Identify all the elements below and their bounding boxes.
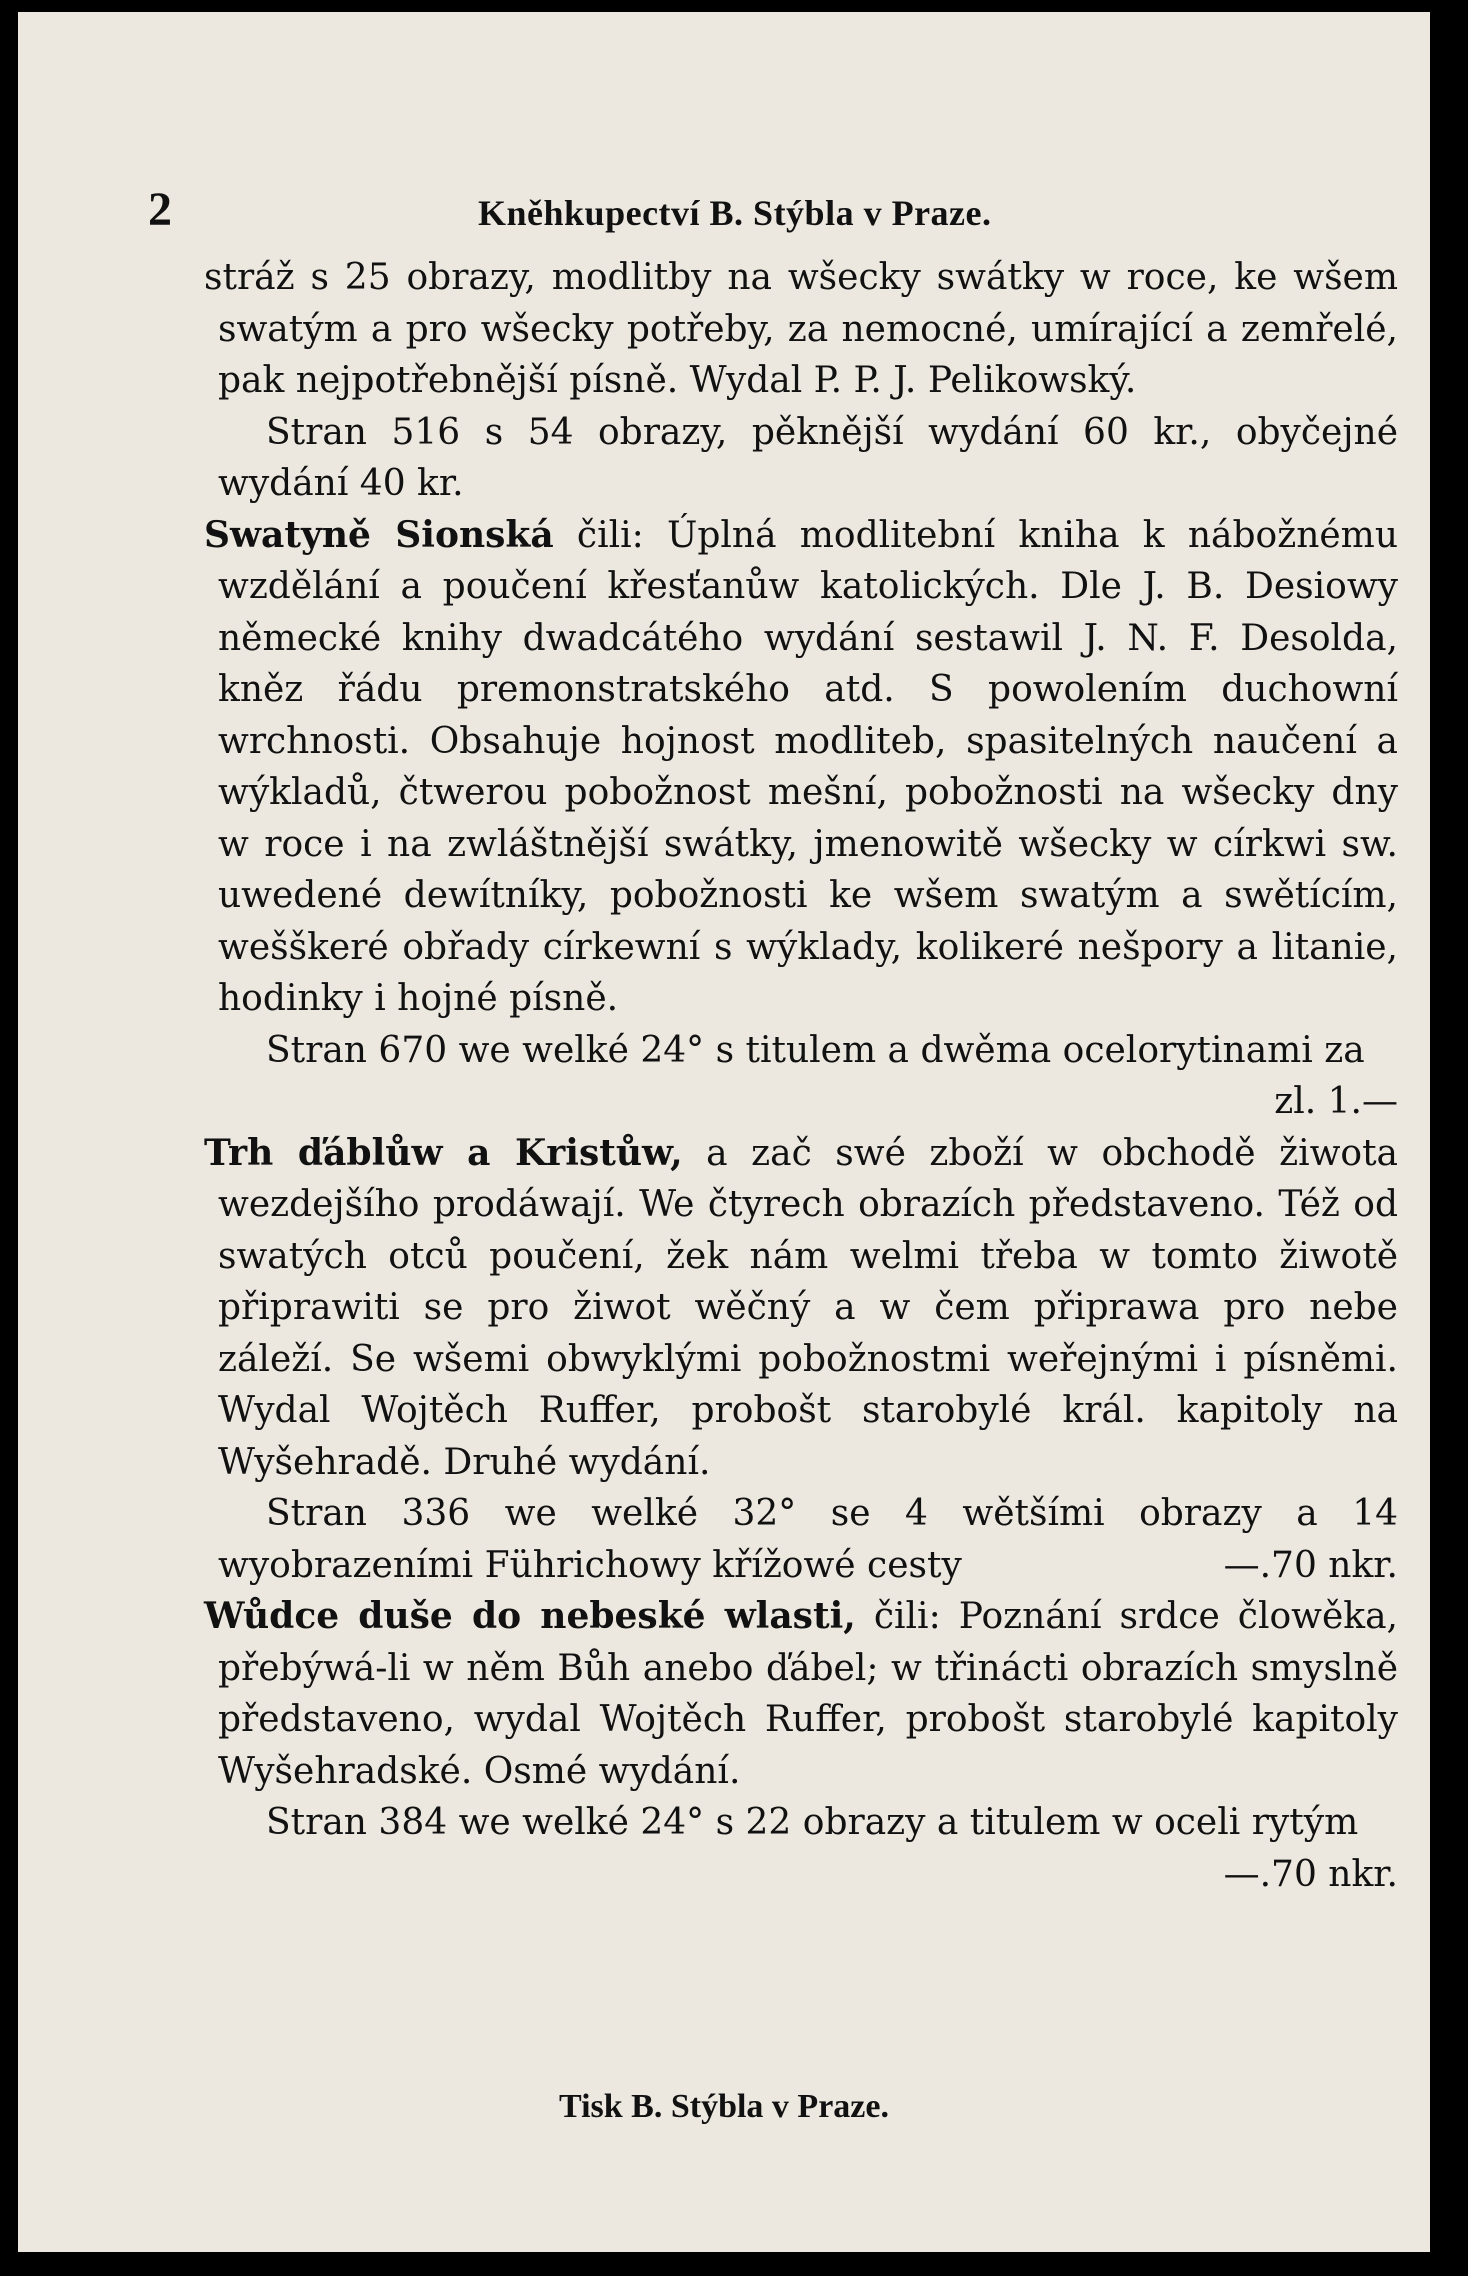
book-page	[18, 12, 1430, 2252]
entry-pages	[218, 407, 1398, 510]
entry-description	[204, 252, 1398, 407]
entry-description	[204, 1591, 1398, 1797]
page-number: 2	[148, 183, 172, 236]
catalog-entry-1	[204, 252, 1398, 510]
entry-pages	[218, 1488, 1398, 1591]
entry-text: a zač swé zboží w obchodě žiwota wezdejšího prodáwají. We čtyrech obrazích představeno. Též od swatých otců poučení, žek nám welmi třeba w tomto žiwotě připrawiti se pro žiwot wěčný a w čem připrawa pro nebe záleží. Se wšemi obwyklými pobožnostmi weřejnými i písněmi. Wydal Wojtěch Ruffer, probošt starobylé král. kapitoly na Wyšehradě. Druhé wydání.	[218, 1132, 1399, 1483]
running-title: Kněhkupectví B. Stýbla v Praze.	[478, 193, 992, 233]
entry-title: Swatyně Sionská	[204, 513, 554, 556]
entry-pages-text: Stran 336 we welké 32° se 4 wětšími obrazy a 14 wyobrazeními Führichowy křížowé cesty	[218, 1493, 1398, 1586]
entry-description	[204, 510, 1399, 1025]
entry-text: čili: Úplná modlitební kniha k nábožnému wzdělání a poučení křesťanůw katolických. Dle J. B. Desiowy německé knihy dwadcátého wydání sestawil J. N. F. Desolda, kněz řádu premonstratského atd. S powolením duchowní wrchnosti. Obsahuje hojnost modliteb, spasitelných naučení a wýkladů, čtwerou pobožnost mešní, pobožnosti na wšecky dny w roce i na zwláštnější swátky, jmenowitě wšecky w církwi sw. uwedené dewítníky, pobožnosti ke wšem swatým a swětícím, wešškeré obřady církewní s wýklady, kolikeré nešpory a litanie, hodinky i hojné písně.	[218, 514, 1399, 1019]
entry-title: Trh ďáblůw a Kristůw,	[204, 1131, 683, 1174]
printer-imprint: Tisk B. Stýbla v Praze.	[559, 2088, 889, 2125]
entry-price: —.70 nkr.	[1223, 1544, 1398, 1586]
catalog-entry-2	[204, 510, 1399, 1128]
entry-text: čili: Poznání srdce člowěka, přebýwá-li w něm Bůh anebo ďábel; w třinácti obrazích smyslně představeno, wydal Wojtěch Ruffer, probošt starobylé kapitoly Wyšehradské. Osmé wydání.	[218, 1596, 1398, 1792]
entry-pages-text: Stran 670 we welké 24° s titulem a dwěma ocelorytinami za	[266, 1029, 1365, 1071]
entry-title: Wůdce duše do nebeské wlasti,	[204, 1595, 856, 1637]
entry-description	[204, 1128, 1399, 1489]
entry-pages-text: Stran 516 s 54 obrazy, pěknější wydání 60 kr., obyčejné wydání 40 kr.	[218, 411, 1398, 504]
entry-text: stráž s 25 obrazy, modlitby na wšecky swátky w roce, ke wšem swatým a pro wšecky potřeby, za nemocné, umírající a zemřelé, pak nejpotřebnější písně. Wydal P. P. J. Pelikowský.	[204, 257, 1398, 401]
entry-pages	[218, 1025, 1398, 1128]
catalog-entry-3	[204, 1128, 1399, 1592]
entry-pages-text: Stran 384 we welké 24° s 22 obrazy a titulem w oceli rytým	[266, 1802, 1359, 1843]
entry-pages	[218, 1797, 1398, 1900]
entry-price: zl. 1.—	[1274, 1081, 1398, 1122]
page-header	[148, 182, 1350, 252]
entry-price: —.70 nkr.	[1223, 1853, 1398, 1895]
catalog-content	[204, 252, 1399, 1900]
catalog-entry-4	[204, 1591, 1398, 1900]
